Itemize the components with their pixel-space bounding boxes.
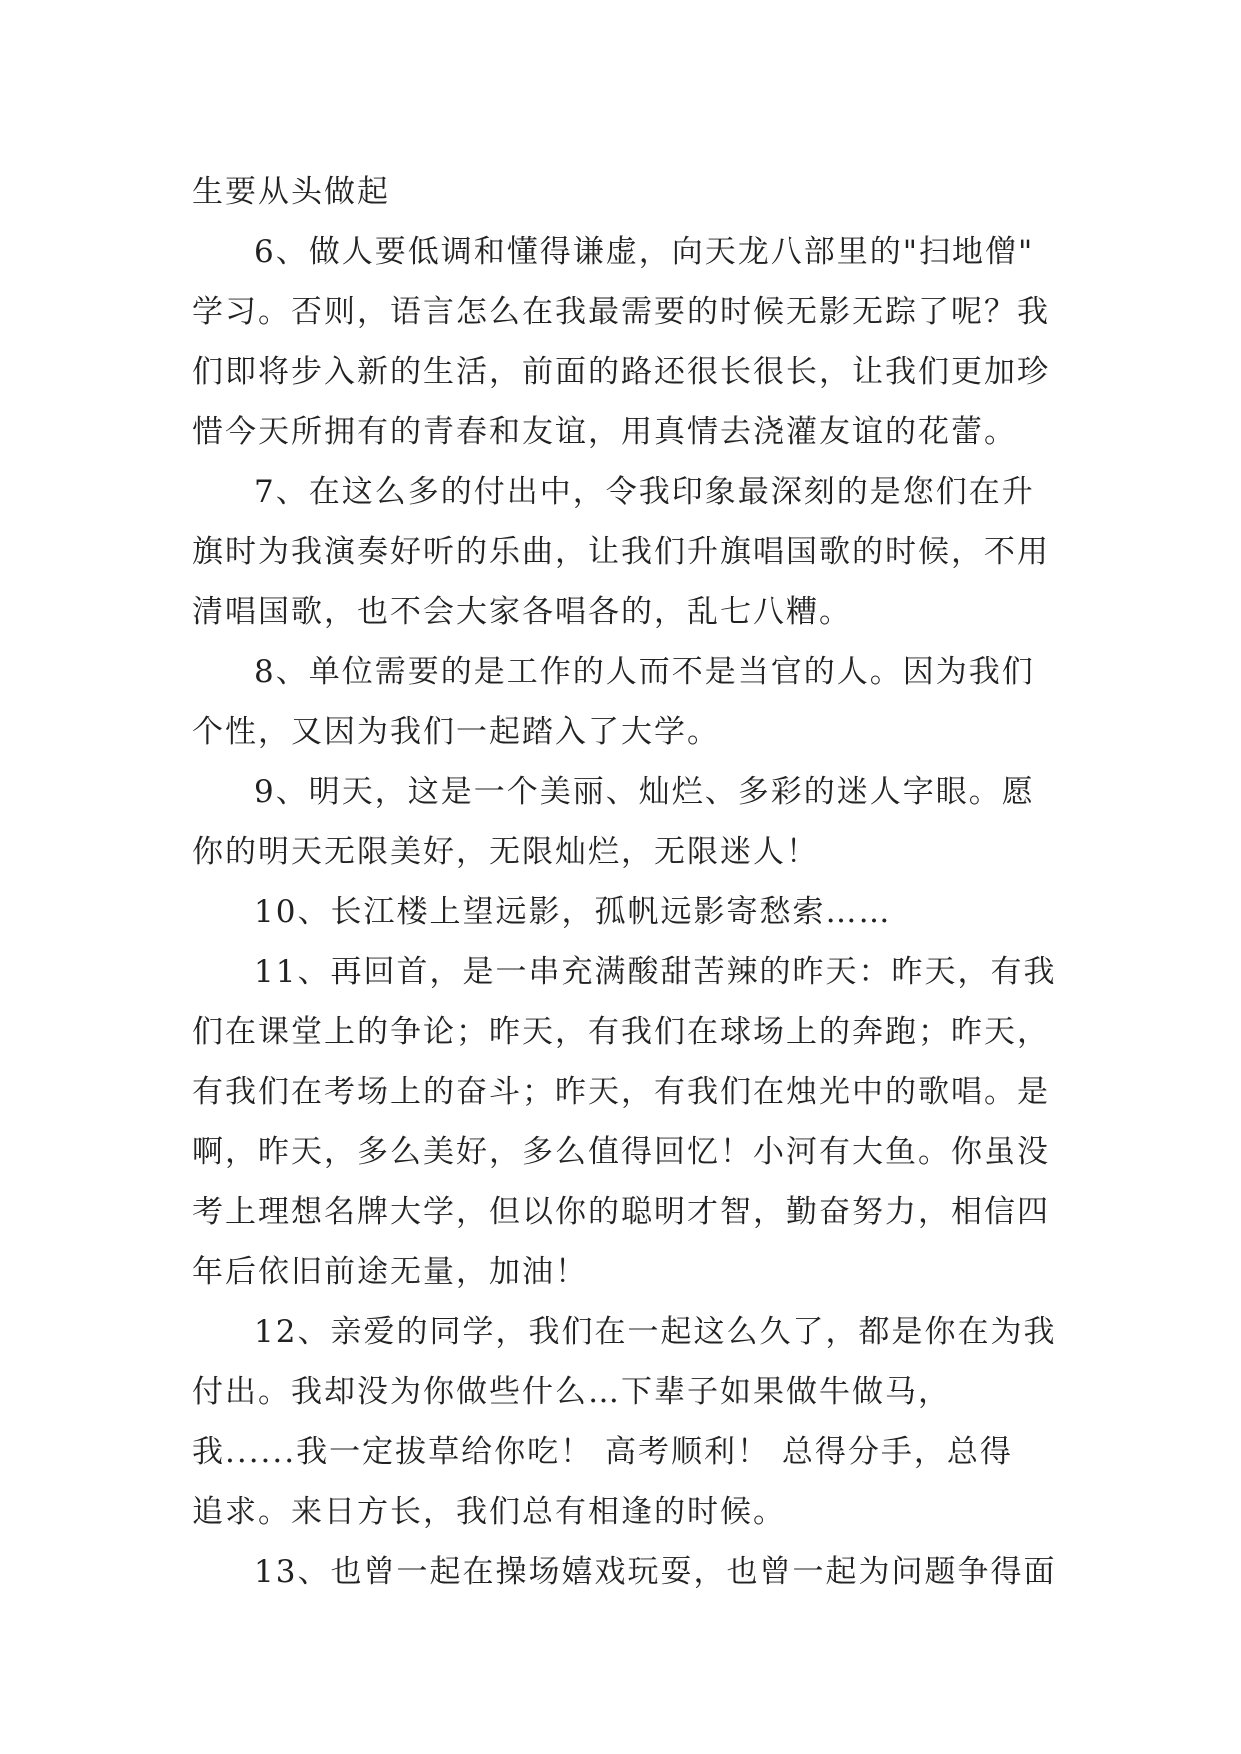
text-line: 们即将步入新的生活，前面的路还很长很长，让我们更加珍 xyxy=(192,354,1050,390)
paragraph-10-line: 10、长江楼上望远影，孤帆远影寄愁索…… xyxy=(254,894,892,930)
text-line: 惜今天所拥有的青春和友谊，用真情去浇灌友谊的花蕾。 xyxy=(192,414,1017,450)
text-line: 学习。否则，语言怎么在我最需要的时候无影无踪了呢？我 xyxy=(192,294,1050,330)
text-line: 有我们在考场上的奋斗；昨天，有我们在烛光中的歌唱。是 xyxy=(192,1074,1050,1110)
paragraph-6-line: 6、做人要低调和懂得谦虚，向天龙八部里的"扫地僧" xyxy=(254,234,1035,270)
paragraph-13-line: 13、也曾一起在操场嬉戏玩耍，也曾一起为问题争得面 xyxy=(254,1554,1057,1590)
text-line: 旗时为我演奏好听的乐曲，让我们升旗唱国歌的时候，不用 xyxy=(192,534,1050,570)
paragraph-9-line: 9、明天，这是一个美丽、灿烂、多彩的迷人字眼。愿 xyxy=(254,774,1035,810)
paragraph-7-line: 7、在这么多的付出中，令我印象最深刻的是您们在升 xyxy=(254,474,1035,510)
paragraph-11-line: 11、再回首，是一串充满酸甜苦辣的昨天：昨天，有我 xyxy=(254,954,1057,990)
text-line: 付出。我却没为你做些什么…下辈子如果做牛做马， xyxy=(192,1374,951,1410)
text-line: 你的明天无限美好，无限灿烂，无限迷人！ xyxy=(192,834,819,870)
text-line: 生要从头做起 xyxy=(192,174,390,210)
text-line: 个性，又因为我们一起踏入了大学。 xyxy=(192,714,720,750)
paragraph-8-line: 8、单位需要的是工作的人而不是当官的人。因为我们 xyxy=(254,654,1035,690)
text-line: 啊，昨天，多么美好，多么值得回忆！小河有大鱼。你虽没 xyxy=(192,1134,1050,1170)
body-text xyxy=(192,162,1057,1602)
text-line: 年后依旧前途无量，加油！ xyxy=(192,1254,588,1290)
paragraph-12-line: 12、亲爱的同学，我们在一起这么久了，都是你在为我 xyxy=(254,1314,1057,1350)
text-line: 追求。来日方长，我们总有相逢的时候。 xyxy=(192,1494,786,1530)
text-line: 清唱国歌，也不会大家各唱各的，乱七八糟。 xyxy=(192,594,852,630)
text-line: 们在课堂上的争论；昨天，有我们在球场上的奔跑；昨天， xyxy=(192,1014,1050,1050)
text-line: 考上理想名牌大学，但以你的聪明才智，勤奋努力，相信四 xyxy=(192,1194,1050,1230)
text-line: 我......我一定拔草给你吃！ 高考顺利！ 总得分手，总得 xyxy=(192,1434,1013,1470)
